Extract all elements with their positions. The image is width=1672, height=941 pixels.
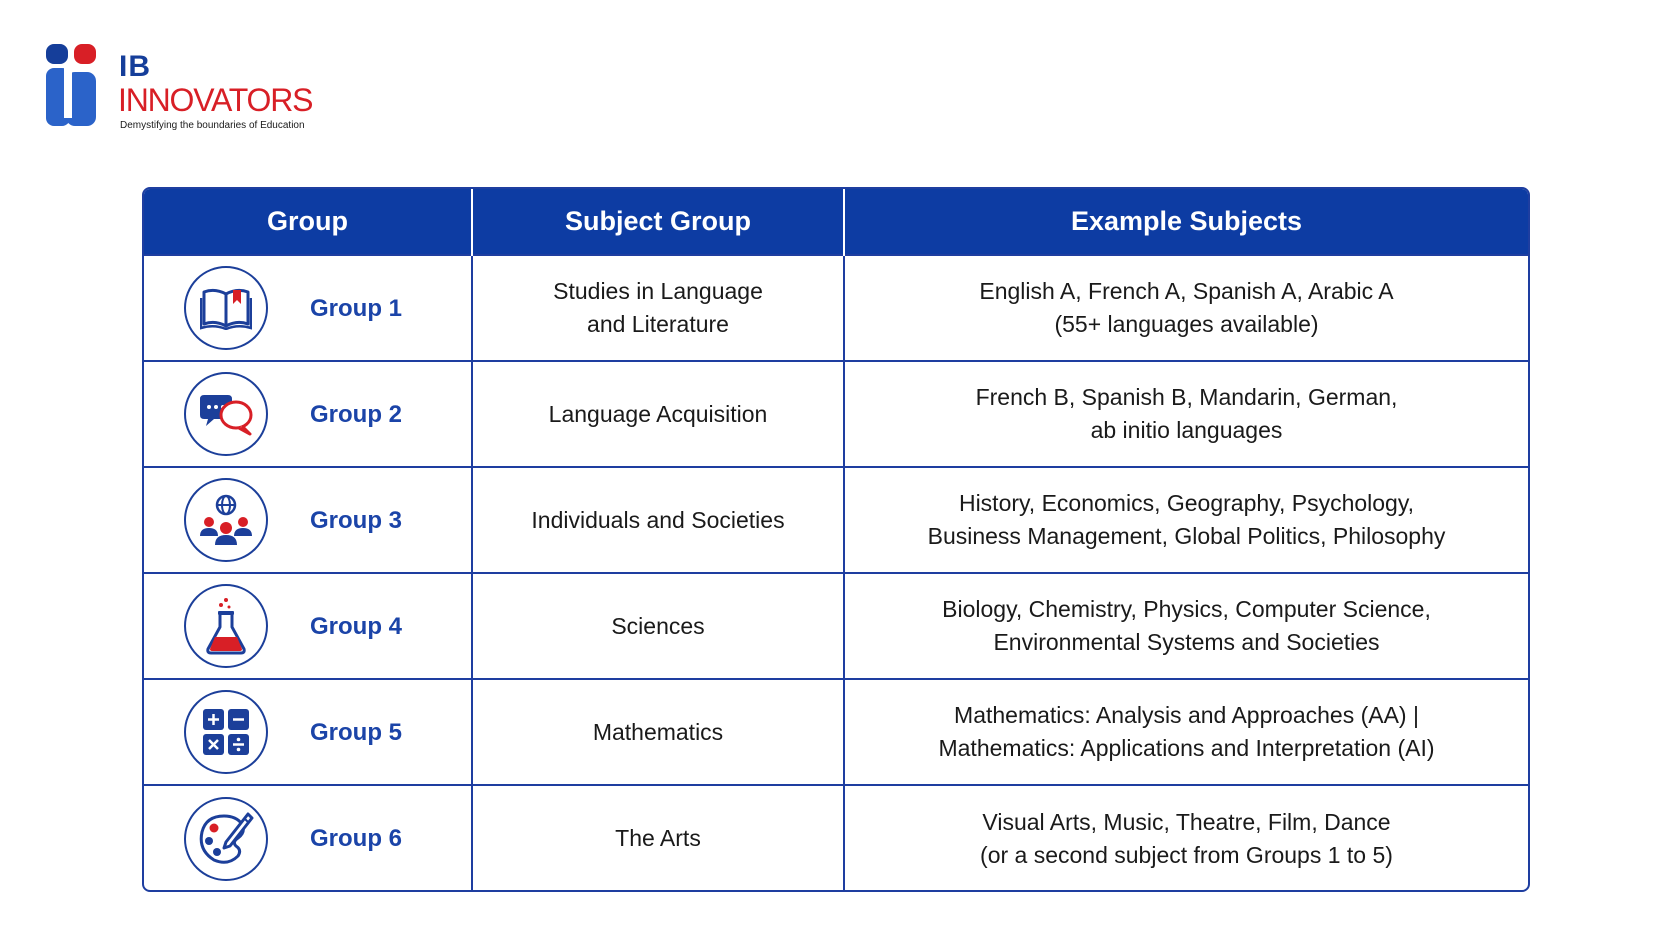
subject-line: The Arts: [615, 825, 701, 851]
table-row: [144, 361, 1528, 467]
examples-line: History, Economics, Geography, Psychology,: [958, 490, 1415, 516]
subject-line: Mathematics: [592, 718, 724, 745]
people-globe-icon: [184, 478, 268, 562]
header-group: Group: [144, 189, 472, 255]
ib-innovators-logo: [46, 44, 346, 139]
subject-group-cell: [472, 255, 844, 361]
table-row: [144, 467, 1528, 573]
calculator-icon: [184, 690, 268, 774]
subject-group-cell: [472, 679, 844, 785]
speech-bubbles-icon: [184, 372, 268, 456]
table-row: [144, 679, 1528, 785]
header-subject-group: Subject Group: [472, 189, 844, 255]
subject-group-cell: [472, 785, 844, 891]
table-header-row: [144, 189, 1528, 255]
table-row: [144, 255, 1528, 361]
header-example-subjects: Example Subjects: [1070, 206, 1303, 236]
logo-ib-text: IB: [119, 50, 151, 83]
table-row: [144, 785, 1528, 891]
examples-line: French B, Spanish B, Mandarin, German,: [975, 384, 1398, 410]
ib-logo-mark-icon: [46, 44, 102, 130]
open-book-icon: [184, 266, 268, 350]
examples-line: Environmental Systems and Societies: [993, 629, 1380, 655]
examples-line: (55+ languages available): [1054, 311, 1319, 337]
examples-line: ab initio languages: [1090, 417, 1283, 443]
paint-palette-icon: [184, 797, 268, 881]
logo-tagline: Demystifying the boundaries of Education: [120, 120, 305, 131]
group-cell: [144, 255, 472, 361]
examples-line: Mathematics: Analysis and Approaches (AA) |: [954, 702, 1419, 728]
subject-group-cell: [472, 467, 844, 573]
examples-line: Biology, Chemistry, Physics, Computer Science,: [942, 596, 1431, 622]
examples-line: Business Management, Global Politics, Philosophy: [927, 523, 1446, 549]
subject-groups-table: [142, 187, 1530, 892]
examples-line: (or a second subject from Groups 1 to 5): [980, 841, 1393, 868]
subject-line: and Literature: [587, 311, 729, 337]
table-row: [144, 573, 1528, 679]
group-label: Group 3: [310, 506, 403, 534]
example-subjects-cell: [844, 679, 1528, 785]
group-label: Group 6: [310, 825, 403, 852]
subject-line: Language Acquisition: [548, 400, 768, 427]
group-label: Group 2: [310, 400, 403, 428]
group-cell: [144, 573, 472, 679]
subject-group-cell: [472, 573, 844, 679]
examples-line: English A, French A, Spanish A, Arabic A: [979, 278, 1394, 304]
subject-group-cell: [472, 361, 844, 467]
examples-line: Mathematics: Applications and Interpretation (AI): [938, 735, 1435, 761]
group-cell: [144, 467, 472, 573]
group-label: Group 4: [310, 612, 403, 640]
example-subjects-cell: [844, 573, 1528, 679]
group-cell: [144, 361, 472, 467]
subject-line: Individuals and Societies: [531, 506, 785, 533]
example-subjects-cell: [844, 785, 1528, 891]
subject-line: Studies in Language: [553, 278, 763, 304]
subject-line: Sciences: [611, 612, 705, 639]
group-cell: [144, 785, 472, 891]
group-label: Group 1: [310, 294, 403, 322]
example-subjects-cell: [844, 255, 1528, 361]
example-subjects-cell: [844, 467, 1528, 573]
examples-line: Visual Arts, Music, Theatre, Film, Dance: [982, 808, 1391, 835]
group-label: Group 5: [310, 718, 403, 746]
flask-icon: [184, 584, 268, 668]
group-cell: [144, 679, 472, 785]
example-subjects-cell: [844, 361, 1528, 467]
logo-brand-name: INNOVATORS: [118, 82, 313, 118]
